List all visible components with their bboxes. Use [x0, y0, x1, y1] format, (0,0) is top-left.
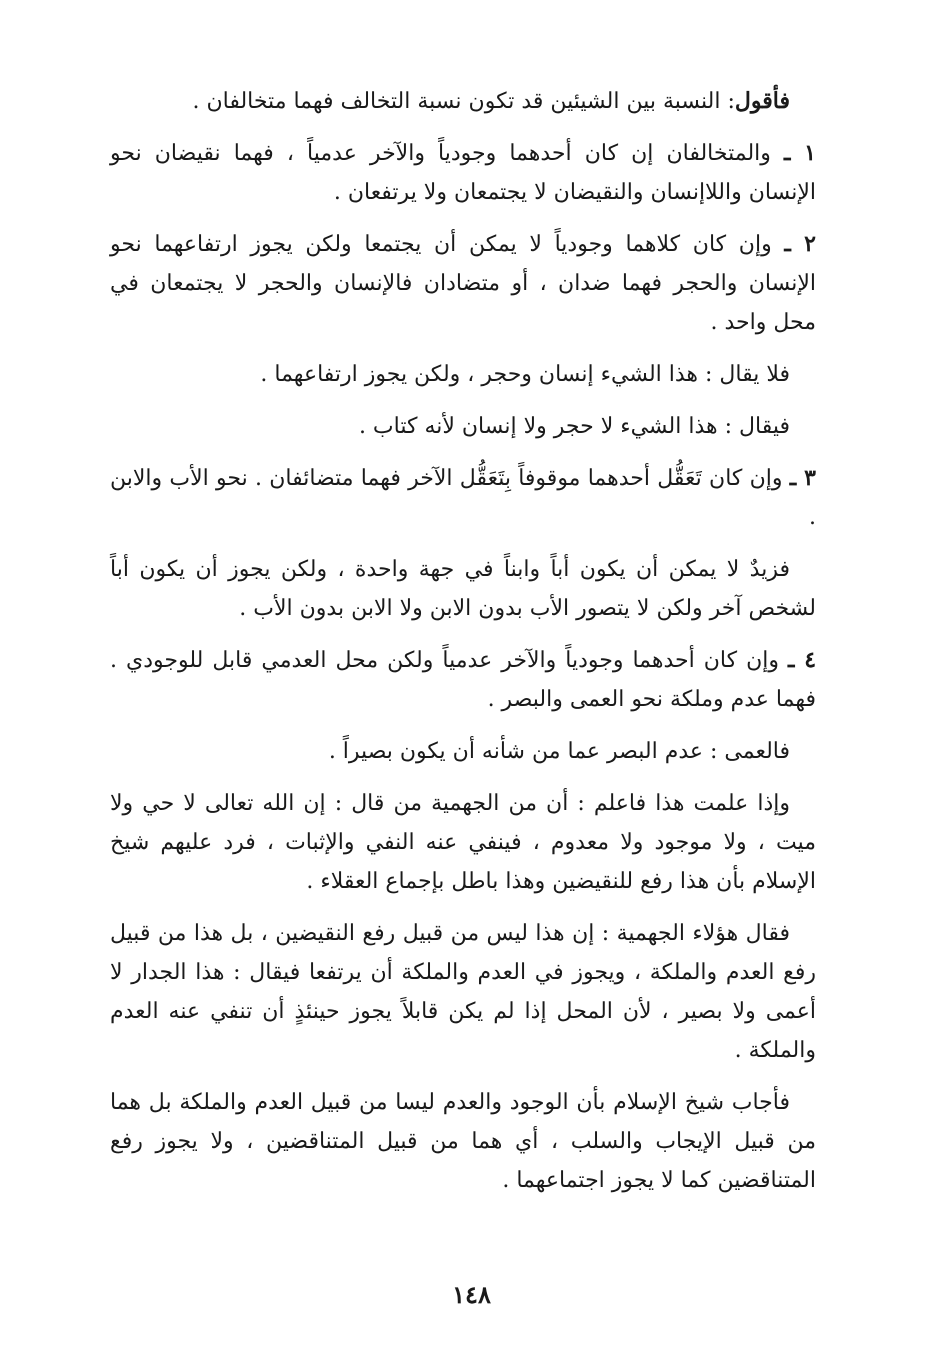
page-body	[110, 82, 816, 1262]
lead-word: فأقول	[734, 88, 790, 114]
item-number: ٢ ـ	[784, 231, 816, 257]
paragraph-example-4	[110, 732, 816, 771]
item-number: ٤ ـ	[788, 647, 817, 673]
paragraph-text: : النسبة بين الشيئين قد تكون نسبة التخالف فهما متخالفان .	[192, 89, 735, 114]
paragraph-intro	[110, 82, 816, 121]
paragraph-text: فقال هؤلاء الجهمية : إن هذا ليس من قبيل رفع النقيضين ، بل هذا من قبيل رفع العدم والملكة ، ويجوز في العدم والملكة أن يرتفعا فيقال : هذا الجدار لا أعمى ولا بصير ، لأن المحل إذا لم يكن قابلاً يجوز حينئذٍ أن تنفي عنه العدم والملكة .	[110, 921, 816, 1063]
paragraph-text: فزيدٌ لا يمكن أن يكون أباً وابناً في جهة واحدة ، ولكن يجوز أن يكون أباً لشخص آخر ولكن لا يتصور الأب بدون الابن ولا الابن بدون الأب .	[110, 557, 816, 621]
paragraph-text: وإن كان تَعَقُّل أحدهما موقوفاً بِتَعَقُّل الآخر فهما متضائفان . نحو الأب والابن .	[110, 466, 816, 530]
paragraph-jahmiyya-claim	[110, 784, 816, 901]
paragraph-item-1	[110, 134, 816, 212]
paragraph-text: وإن كان كلاهما وجودياً لا يمكن أن يجتمعا ولكن يجوز ارتفاعهما نحو الإنسان والحجر فهما ضدان ، أو متضادان فالإنسان والحجر لا يجتمعان في محل واحد .	[110, 232, 817, 335]
paragraph-text: فأجاب شيخ الإسلام بأن الوجود والعدم ليسا من قبيل العدم والملكة بل هما من قبيل الإيجاب والسلب ، أي هما من قبيل المتناقضين ، ولا يجوز رفع المتناقضين كما لا يجوز اجتماعهما .	[110, 1090, 816, 1193]
paragraph-text: والمتخالفان إن كان أحدهما وجودياً والآخر عدمياً ، فهما نقيضان نحو الإنسان واللاإنسان والنقيضان لا يجتمعان ولا يرتفعان .	[110, 141, 816, 205]
paragraph-text: وإن كان أحدهما وجودياً والآخر عدمياً ولكن محل العدمي قابل للوجودي . فهما عدم وملكة نحو العمى والبصر .	[110, 648, 816, 712]
paragraph-item-3	[110, 459, 816, 537]
paragraph-text: فالعمى : عدم البصر عما من شأنه أن يكون بصيراً .	[328, 739, 790, 764]
paragraph-jahmiyya-reply	[110, 914, 816, 1070]
paragraph-example-2	[110, 407, 816, 446]
paragraph-text: فلا يقال : هذا الشيء إنسان وحجر ، ولكن يجوز ارتفاعهما .	[260, 362, 790, 387]
paragraph-example-1	[110, 355, 816, 394]
paragraph-sheikh-answer	[110, 1083, 816, 1200]
item-number: ١ ـ	[783, 140, 816, 166]
paragraph-item-4	[110, 641, 816, 719]
page-number: ١٤٨	[452, 1280, 491, 1309]
item-number: ٣ ـ	[789, 465, 816, 491]
paragraph-item-2	[110, 225, 816, 342]
paragraph-example-3	[110, 550, 816, 628]
paragraph-text: وإذا علمت هذا فاعلم : أن من الجهمية من قال : إن الله تعالى لا حي ولا ميت ، ولا موجود ولا معدوم ، فينفي عنه النفي والإثبات ، فرد عليهم شيخ الإسلام بأن هذا رفع للنقيضين وهذا باطل بإجماع العقلاء .	[110, 791, 816, 894]
paragraph-text: فيقال : هذا الشيء لا حجر ولا إنسان لأنه كتاب .	[358, 414, 790, 439]
